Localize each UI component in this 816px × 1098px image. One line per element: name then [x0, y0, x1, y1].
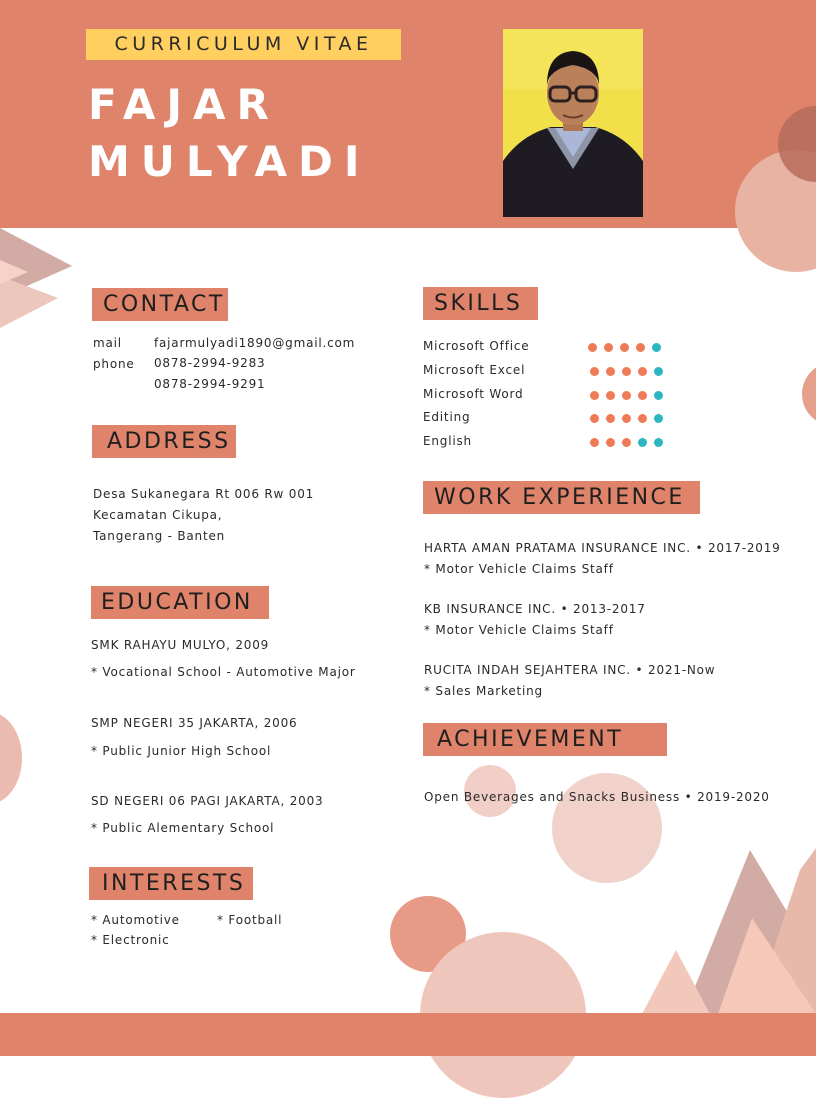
work-role: * Motor Vehicle Claims Staff	[424, 562, 614, 576]
profile-photo	[503, 29, 643, 217]
education-detail: * Public Alementary School	[91, 821, 275, 835]
skill-dot-empty	[654, 414, 663, 423]
footer-band	[0, 1013, 816, 1056]
last-name: MULYADI	[88, 137, 371, 186]
address-line: Tangerang - Banten	[93, 529, 226, 543]
interest-item: * Automotive	[91, 913, 180, 927]
phone-label: phone	[93, 357, 135, 371]
skill-dot-filled	[638, 414, 647, 423]
person-portrait	[503, 29, 643, 217]
interest-item: * Electronic	[91, 933, 170, 947]
achievement-item: Open Beverages and Snacks Business • 2019-2020	[424, 790, 770, 804]
skill-dot-filled	[622, 367, 631, 376]
achievement-heading: ACHIEVEMENT	[423, 723, 667, 756]
skill-dot-filled	[636, 343, 645, 352]
work-role: * Sales Marketing	[424, 684, 543, 698]
skill-dot-filled	[620, 343, 629, 352]
skill-dot-filled	[590, 414, 599, 423]
education-school: SMP NEGERI 35 JAKARTA, 2006	[91, 716, 298, 730]
skill-dot-filled	[606, 438, 615, 447]
mail-label: mail	[93, 336, 122, 350]
decor-triangles-bottom	[640, 848, 816, 1014]
skill-rating	[590, 391, 663, 400]
skill-name: Microsoft Office	[423, 339, 530, 353]
skill-name: English	[423, 434, 472, 448]
skill-name: Editing	[423, 410, 471, 424]
skill-dot-empty	[654, 438, 663, 447]
address-line: Kecamatan Cikupa,	[93, 508, 223, 522]
mail-value: fajarmulyadi1890@gmail.com	[154, 336, 356, 350]
education-heading: EDUCATION	[91, 586, 269, 619]
work-company: HARTA AMAN PRATAMA INSURANCE INC. • 2017-2019	[424, 541, 781, 555]
contact-heading: CONTACT	[92, 288, 228, 321]
skill-rating	[590, 438, 663, 447]
decor-triangles-left	[0, 228, 80, 332]
skill-dot-filled	[590, 438, 599, 447]
skill-dot-filled	[622, 438, 631, 447]
education-detail: * Public Junior High School	[91, 744, 272, 758]
skill-dot-filled	[638, 391, 647, 400]
skill-rating	[590, 367, 663, 376]
skill-dot-empty	[638, 438, 647, 447]
work-role: * Motor Vehicle Claims Staff	[424, 623, 614, 637]
skill-dot-filled	[588, 343, 597, 352]
skill-dot-empty	[654, 391, 663, 400]
skill-name: Microsoft Excel	[423, 363, 526, 377]
interest-item: * Football	[217, 913, 283, 927]
decor-circle	[802, 362, 816, 426]
cv-title-tag: CURRICULUM VITAE	[86, 29, 401, 60]
education-school: SMK RAHAYU MULYO, 2009	[91, 638, 270, 652]
skill-dot-filled	[590, 391, 599, 400]
skill-dot-filled	[606, 414, 615, 423]
decor-circle	[0, 712, 22, 804]
skill-dot-empty	[652, 343, 661, 352]
phone-value-2: 0878-2994-9291	[154, 377, 266, 391]
work-experience-heading: WORK EXPERIENCE	[423, 481, 700, 514]
skill-rating	[590, 414, 663, 423]
skill-dot-empty	[654, 367, 663, 376]
phone-value-1: 0878-2994-9283	[154, 356, 266, 370]
skill-dot-filled	[622, 414, 631, 423]
skills-heading: SKILLS	[423, 287, 538, 320]
skill-rating	[588, 343, 661, 352]
first-name: FAJAR	[88, 80, 280, 129]
skill-dot-filled	[606, 391, 615, 400]
skill-dot-filled	[590, 367, 599, 376]
skill-dot-filled	[622, 391, 631, 400]
work-company: KB INSURANCE INC. • 2013-2017	[424, 602, 646, 616]
skill-dot-filled	[606, 367, 615, 376]
education-detail: * Vocational School - Automotive Major	[91, 665, 356, 679]
skill-name: Microsoft Word	[423, 387, 524, 401]
work-company: RUCITA INDAH SEJAHTERA INC. • 2021-Now	[424, 663, 716, 677]
address-heading: ADDRESS	[92, 425, 236, 458]
education-school: SD NEGERI 06 PAGI JAKARTA, 2003	[91, 794, 324, 808]
address-line: Desa Sukanegara Rt 006 Rw 001	[93, 487, 315, 501]
skill-dot-filled	[604, 343, 613, 352]
skill-dot-filled	[638, 367, 647, 376]
interests-heading: INTERESTS	[89, 867, 253, 900]
